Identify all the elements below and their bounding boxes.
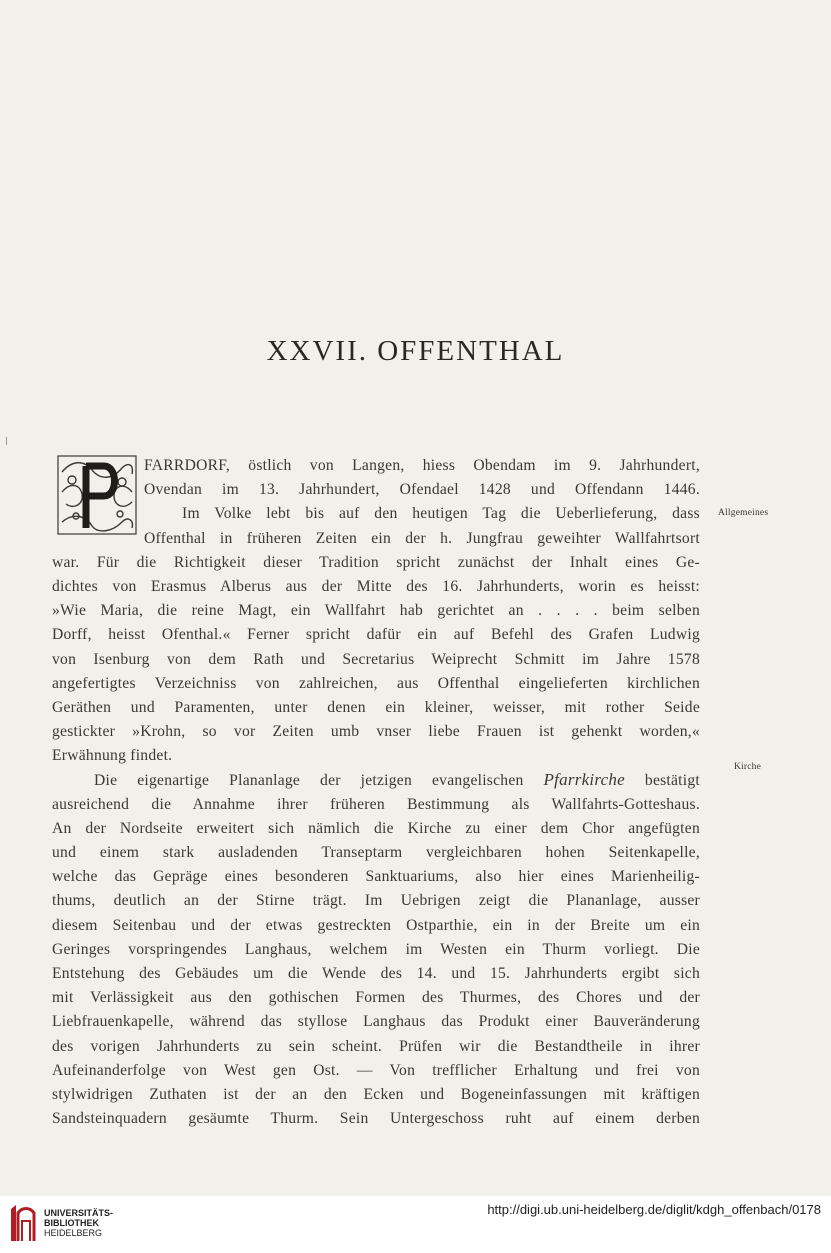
- text-line: Sandsteinquadern gesäumte Thurm. Sein Untergeschoss ruht auf einem derben: [52, 1110, 700, 1128]
- text-line: mit Verlässigkeit aus den gothischen Formen des Thurmes, des Chores und der: [52, 989, 700, 1007]
- text-line: FARRDORF, östlich von Langen, hiess Obendam im 9. Jahrhundert,: [144, 457, 700, 474]
- text-line: Ovendan im 13. Jahrhundert, Ofendael 1428 und Offendann 1446.: [144, 481, 700, 499]
- text-line: Dorff, heisst Ofenthal.« Ferner spricht dafür ein auf Befehl des Grafen Ludwig: [52, 626, 700, 644]
- text-line: thums, deutlich an der Stirne trägt. Im Uebrigen zeigt die Plananlage, ausser: [52, 892, 700, 910]
- text-line: gestickter »Krohn, so vor Zeiten umb vnser liebe Frauen ist gehenkt worden,«: [52, 723, 700, 741]
- margin-note-kirche: Kirche: [734, 762, 762, 772]
- text-line: »Wie Maria, die reine Magt, ein Wallfahrt hab gerichtet an . . . . beim selben: [52, 602, 700, 620]
- text-line: Entstehung des Gebäudes um die Wende des 14. und 15. Jahrhunderts ergibt sich: [52, 964, 700, 982]
- text-line: Erwähnung findet.: [52, 747, 173, 765]
- margin-note-allgemeines: Allgemeines: [718, 508, 769, 518]
- library-name-line: UNIVERSITÄTS-: [44, 1208, 114, 1218]
- library-name: [44, 1208, 113, 1238]
- text-line: Offenthal in früheren Zeiten ein der h. Jungfrau geweihter Wallfahrtsort: [144, 529, 700, 547]
- text-line: welche das Gepräge eines besonderen Sanktuariums, also hier eines Marienheilig-: [52, 868, 700, 886]
- text-line: des vorigen Jahrhunderts zu sein scheint. Prüfen wir die Bestandtheile in ihrer: [52, 1037, 700, 1055]
- scan-mark: [6, 437, 7, 445]
- text-segment: Die eigenartige Plananlage der jetzigen evangelischen: [94, 772, 524, 790]
- text-line: Liebfrauenkapelle, während das styllose Langhaus das Produkt einer Bauveränderung: [52, 1013, 700, 1031]
- body-text: [52, 454, 700, 1131]
- text-line: und einem stark ausladenden Transeptarm vergleichbaren hohen Seitenkapelle,: [52, 844, 700, 861]
- text-line: Aufeinanderfolge von West gen Ost. — Von trefflicher Erhaltung und frei von: [52, 1061, 700, 1079]
- text-line: von Isenburg von dem Rath und Secretarius Weiprecht Schmitt im Jahre 1578: [52, 650, 700, 668]
- text-line: angefertigtes Verzeichniss von zahlreichen, aus Offenthal eingelieferten kirchlichen: [52, 674, 700, 692]
- text-line: diesem Seitenbau und der etwas gestreckten Ostparthie, ein in der Breite um ein: [52, 916, 700, 934]
- emphasis-pfarrkirche: Pfarrkirche: [543, 770, 625, 790]
- text-line: An der Nordseite erweitert sich nämlich die Kirche zu einer dem Chor angefügten: [52, 819, 700, 837]
- digitization-url-link[interactable]: http://digi.ub.uni-heidelberg.de/diglit/kdgh_offenbach/0178: [487, 1202, 821, 1217]
- text-line: dichtes von Erasmus Alberus aus der Mitte des 16. Jahrhunderts, worin es heisst:: [52, 577, 700, 595]
- text-line: stylwidrigen Zuthaten ist der an den Ecken und Bogeneinfassungen mit kräftigen: [52, 1085, 700, 1103]
- text-segment: bestätigt: [644, 772, 700, 790]
- text-line: Im Volke lebt bis auf den heutigen Tag die Ueberlieferung, dass: [182, 505, 700, 523]
- text-line: Geringes vorspringendes Langhaus, welchem im Westen ein Thurm vorliegt. Die: [52, 940, 700, 958]
- text-line: ausreichend die Annahme ihrer früheren Bestimmung als Wallfahrts-Gotteshaus.: [52, 795, 700, 813]
- library-name-line: BIBLIOTHEK: [44, 1218, 99, 1228]
- text-line-with-emphasis: [52, 768, 700, 792]
- library-name-line: HEIDELBERG: [44, 1228, 103, 1238]
- text-line: war. Für die Richtigkeit dieser Tradition spricht zunächst der Inhalt eines Ge-: [52, 553, 700, 571]
- text-line: Geräthen und Paramenten, unter denen ein kleiner, weisser, mit rother Seide: [52, 698, 700, 716]
- university-library-logo-icon: [8, 1203, 38, 1243]
- chapter-title: XXVII. OFFENTHAL: [266, 335, 565, 367]
